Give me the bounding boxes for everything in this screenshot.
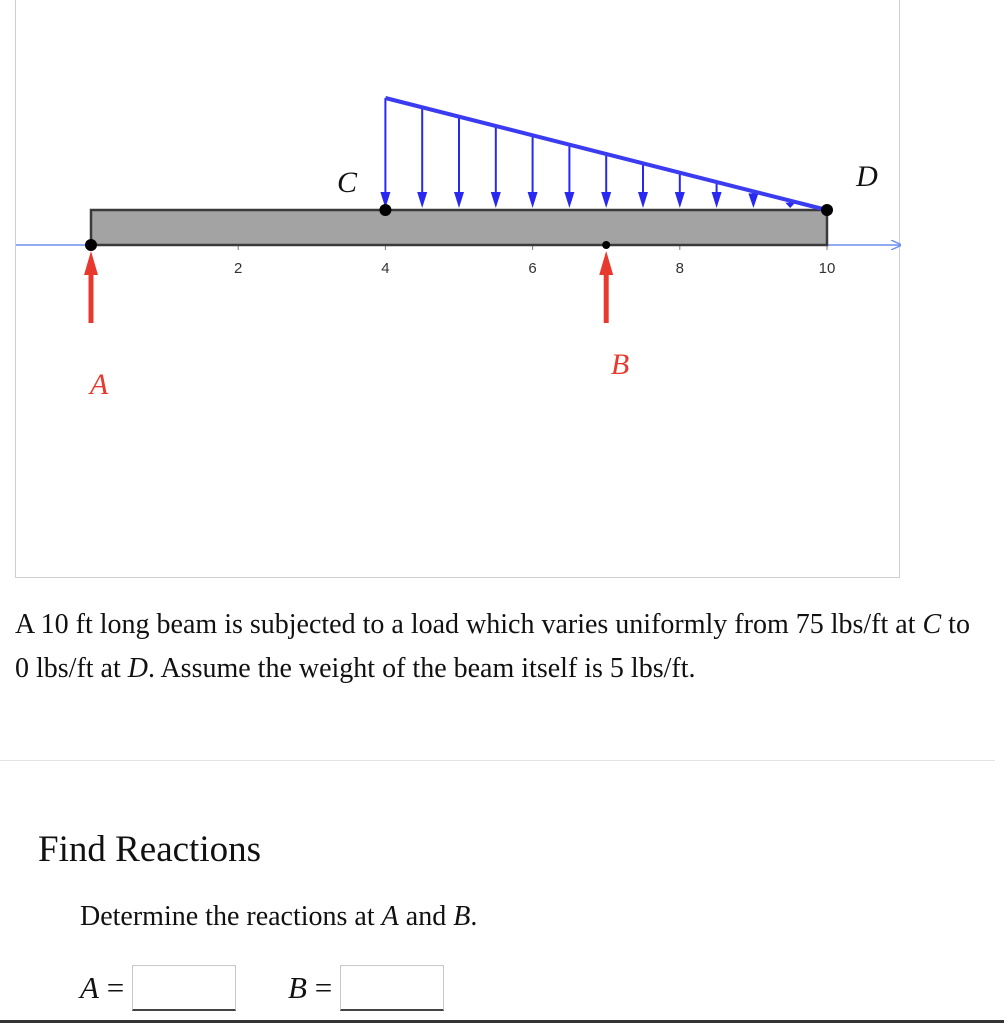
point-label-c: C [336, 166, 358, 199]
point-c-dot [379, 204, 391, 216]
load-arrow-head [748, 193, 758, 208]
load-arrow-head [601, 192, 611, 208]
axis-tick-label: 2 [234, 260, 243, 277]
load-arrow-head [675, 192, 685, 208]
answer-a-row [80, 962, 236, 1014]
point-labels [88, 160, 878, 401]
point-a-dot [85, 239, 97, 251]
load-arrow-head [491, 192, 501, 208]
answer-b-row [288, 962, 444, 1014]
answer-a-label: A = [80, 970, 125, 1005]
point-b-dot [602, 241, 610, 249]
point-b-ref: B [453, 901, 471, 932]
axis-tick-label: 6 [528, 260, 537, 277]
point-d-dot [821, 204, 833, 216]
answer-b-label: B = [288, 970, 333, 1005]
point-d-ref: D [127, 653, 148, 684]
beam-figure [15, 0, 900, 578]
beam [91, 210, 827, 245]
question-prompt: Determine the reactions at A and B. [80, 901, 478, 932]
section-divider [0, 760, 995, 761]
reaction-arrow-head-a [84, 251, 98, 275]
answer-b-input[interactable] [340, 965, 444, 1011]
axis-tick-label: 4 [381, 260, 390, 277]
point-label-a: A [89, 368, 109, 401]
load-arrow-head [712, 192, 722, 208]
section-title: Find Reactions [38, 829, 262, 870]
axis-tick-label: 10 [818, 260, 836, 277]
answer-a-input[interactable] [132, 965, 236, 1011]
load-arrow-head [638, 192, 648, 208]
point-label-d: D [856, 160, 878, 193]
load-arrow-head [454, 192, 464, 208]
axis-tick-label: 8 [675, 260, 684, 277]
problem-statement: A 10 ft long beam is subjected to a load which varies uniformly from 75 lbs/ft at C to 0 lbs/ft at D. Assume the weight of the beam itself is 5 lbs/ft. [15, 609, 970, 684]
beam-diagram-svg [16, 0, 901, 579]
point-a-ref: A [381, 901, 399, 932]
point-label-b: B [610, 348, 630, 381]
reaction-arrow-head-b [599, 251, 613, 275]
load-arrow-head [528, 192, 538, 208]
point-c-ref: C [922, 609, 942, 640]
bottom-rule [0, 1020, 1004, 1023]
load-arrow-head [564, 192, 574, 208]
load-arrow-head [417, 192, 427, 208]
